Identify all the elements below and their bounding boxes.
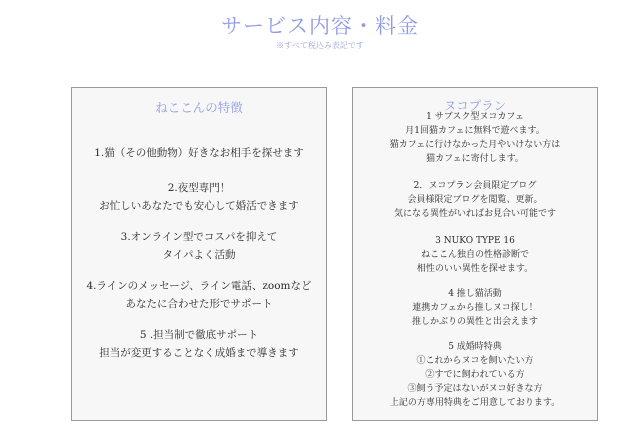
- feature-item-4: [72, 277, 326, 313]
- plan-1-line-4: 猫カフェに寄付します。: [426, 154, 524, 164]
- feature-5-line-2: 担当が変更することなく成婚まで導きます: [99, 347, 299, 359]
- plan-5-line-2: ①これからヌコを飼いたい方: [416, 356, 534, 366]
- plan-5-line-1: 5 成婚時特典: [448, 342, 502, 352]
- plan-card: [352, 87, 598, 421]
- plan-card-title: ヌコプラン: [443, 98, 507, 113]
- plan-section-3: [353, 234, 597, 276]
- features-card: [71, 87, 327, 421]
- plan-section-2: [353, 179, 597, 221]
- plan-5-line-5: 上記の方専用特典をご用意しております。: [389, 398, 561, 408]
- plan-1-line-1: 1 サブスク型ヌコカフェ: [426, 112, 524, 122]
- feature-item-2: [72, 179, 326, 215]
- plan-2-line-3: 気になる異性がいればお見合い可能です: [393, 209, 556, 219]
- plan-2-line-1: 2．ヌコプラン会員限定ブログ: [413, 181, 537, 191]
- plan-1-line-3: 猫カフェに行けなかった月やいけない方は: [389, 140, 561, 150]
- feature-3-line-1: 3.オンライン型でコスパを抑えて: [120, 231, 278, 243]
- plan-3-line-2: ねここん独自の性格診断で: [420, 250, 529, 260]
- feature-3-line-2: タイパよく活動: [162, 249, 236, 261]
- plan-section-4: [353, 287, 597, 329]
- feature-2-line-1: 2.夜型専門！: [167, 182, 231, 194]
- feature-1-line-1: 1.猫（その他動物）好きなお相手を探せます: [94, 147, 304, 159]
- plan-4-line-1: 4 推し猫活動: [448, 289, 502, 299]
- feature-2-line-2: お忙しいあなたでも安心して婚活できます: [99, 200, 299, 212]
- plan-3-line-3: 相性のいい異性を探せます。: [416, 264, 534, 274]
- plan-1-line-2: 月1回猫カフェに無料で遊べます。: [405, 126, 545, 136]
- feature-4-line-2: あなたに合わせた形でサポート: [125, 298, 273, 310]
- feature-5-line-1: 5 .担当制で徹底サポート: [139, 329, 259, 341]
- feature-item-1: [72, 144, 326, 162]
- plan-3-line-1: 3 NUKO TYPE 16: [435, 236, 515, 246]
- plan-4-line-3: 推しかぶりの異性と出会えます: [411, 317, 538, 327]
- plan-5-line-3: ②すでに飼われている方: [425, 370, 525, 380]
- feature-item-5: [72, 326, 326, 362]
- plan-section-5: [353, 340, 597, 410]
- features-card-title: ねここんの特徴: [155, 100, 243, 115]
- tax-note: ※すべて税込み表記です: [276, 41, 364, 50]
- page-title: サービス内容・料金: [221, 14, 419, 38]
- feature-item-3: [72, 228, 326, 264]
- plan-4-line-2: 連携カフェから推しヌコ探し！: [412, 303, 538, 313]
- feature-4-line-1: 4.ラインのメッセージ、ライン電話、zoomなど: [86, 280, 312, 292]
- plan-section-1: [353, 110, 597, 166]
- plan-5-line-4: ③飼う予定はないがヌコ好きな方: [407, 384, 543, 394]
- plan-2-line-2: 会員様限定ブログを閲覧、更新。: [407, 195, 543, 205]
